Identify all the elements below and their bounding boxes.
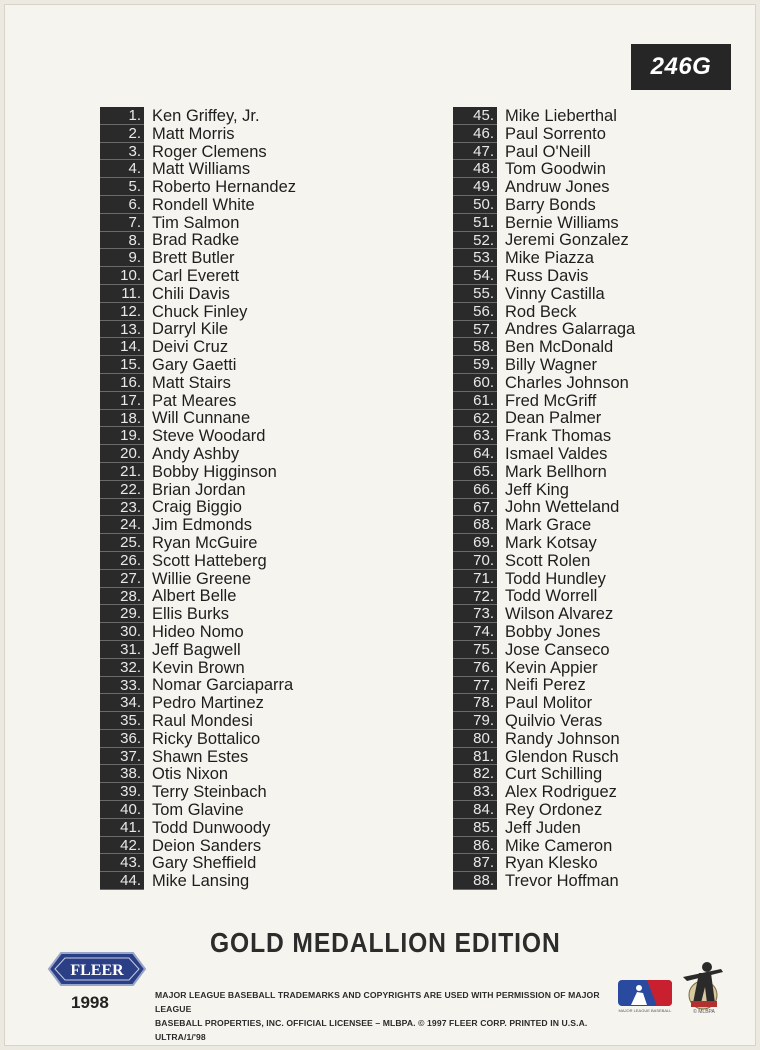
checklist-number: 32. [100, 659, 144, 677]
checklist-number: 44. [100, 872, 144, 890]
checklist-player-name: Jeff Bagwell [152, 640, 241, 659]
checklist-number: 2. [100, 125, 144, 143]
checklist-player-name: Chili Davis [152, 284, 230, 303]
checklist-player-name: Jose Canseco [505, 640, 610, 659]
checklist-number: 70. [453, 552, 497, 570]
checklist-player-name: Andruw Jones [505, 178, 610, 197]
checklist-player-name: Rey Ordonez [505, 800, 603, 819]
checklist-player-name: Ellis Burks [152, 605, 230, 624]
checklist-row [453, 249, 753, 267]
checklist-number: 76. [453, 659, 497, 677]
checklist-number: 80. [453, 730, 497, 748]
checklist-row [100, 588, 400, 606]
checklist-row [453, 659, 753, 677]
checklist-player-name: Raul Mondesi [152, 712, 253, 730]
checklist-player-name: Kevin Appier [505, 658, 598, 677]
checklist-row [100, 712, 400, 730]
checklist-row [453, 196, 753, 214]
checklist-row [100, 623, 400, 641]
checklist-player-name: Terry Steinbach [152, 783, 267, 802]
checklist-row [100, 801, 400, 819]
checklist-row [453, 605, 753, 623]
checklist-number: 64. [453, 445, 497, 463]
checklist-row [453, 427, 753, 445]
checklist-number: 47. [453, 143, 497, 161]
checklist-player-name: Trevor Hoffman [505, 872, 619, 891]
checklist-number: 13. [100, 321, 144, 339]
checklist-row [453, 107, 753, 125]
checklist-player-name: Bobby Higginson [152, 462, 277, 481]
checklist-player-name: Barry Bonds [505, 195, 596, 214]
checklist-row [100, 392, 400, 410]
checklist-player-name: Dean Palmer [505, 409, 602, 428]
checklist-row [100, 659, 400, 677]
checklist-number: 59. [453, 356, 497, 374]
checklist-row [453, 267, 753, 285]
checklist-player-name: Paul Molitor [505, 694, 593, 713]
checklist-number: 84. [453, 801, 497, 819]
checklist-number: 71. [453, 570, 497, 588]
checklist-player-name: Gary Sheffield [152, 854, 257, 873]
checklist-player-name: Chuck Finley [152, 302, 248, 321]
checklist-player-name: Hideo Nomo [152, 623, 244, 642]
checklist-row [453, 481, 753, 499]
fleer-logo-icon [47, 949, 147, 989]
checklist-player-name: Russ Davis [505, 267, 589, 286]
checklist-row [453, 712, 753, 730]
checklist-number: 82. [453, 765, 497, 783]
checklist-row [453, 516, 753, 534]
card-year: 1998 [71, 993, 109, 1012]
checklist-number: 20. [100, 445, 144, 463]
checklist-player-name: Todd Dunwoody [152, 818, 271, 837]
checklist-number: 21. [100, 463, 144, 481]
checklist-row [453, 178, 753, 196]
checklist-row [453, 534, 753, 552]
checklist-number: 5. [100, 178, 144, 196]
checklist-player-name: Frank Thomas [505, 427, 612, 446]
checklist-player-name: Shawn Estes [152, 747, 249, 766]
checklist-number: 77. [453, 677, 497, 695]
checklist-player-name: Jeff Juden [505, 818, 581, 837]
checklist-number: 41. [100, 819, 144, 837]
checklist-row [453, 232, 753, 250]
checklist-row [453, 694, 753, 712]
checklist-number: 83. [453, 783, 497, 801]
checklist-player-name: Matt Williams [152, 160, 251, 179]
mlbpa-logo-text: © MLBPA [693, 1009, 715, 1015]
checklist-player-name: Matt Stairs [152, 373, 231, 392]
mlb-logo-text: MAJOR LEAGUE BASEBALL [618, 1008, 672, 1013]
checklist-number: 45. [453, 107, 497, 125]
checklist-number: 9. [100, 249, 144, 267]
checklist-row [100, 303, 400, 321]
checklist-player-name: Scott Rolen [505, 551, 591, 570]
checklist-row [100, 160, 400, 178]
checklist-number: 16. [100, 374, 144, 392]
checklist-number: 67. [453, 499, 497, 517]
checklist-row [453, 143, 753, 161]
checklist-number: 29. [100, 605, 144, 623]
checklist-player-name: Roger Clemens [152, 142, 267, 161]
checklist-number: 24. [100, 516, 144, 534]
checklist-number: 37. [100, 748, 144, 766]
checklist-number: 38. [100, 765, 144, 783]
checklist-player-name: Mark Kotsay [505, 534, 597, 553]
checklist-player-name: Will Cunnane [152, 409, 251, 428]
checklist-row [100, 463, 400, 481]
checklist-player-name: Pedro Martinez [152, 694, 264, 713]
checklist-number: 79. [453, 712, 497, 730]
checklist-player-name: Neifi Perez [505, 676, 586, 695]
checklist-row [100, 232, 400, 250]
checklist-row [453, 303, 753, 321]
checklist-row [453, 783, 753, 801]
checklist-number: 30. [100, 623, 144, 641]
checklist-player-name: Rondell White [152, 195, 255, 214]
checklist-player-name: Willie Greene [152, 569, 252, 588]
checklist-player-name: Charles Johnson [505, 373, 629, 392]
checklist-row [100, 552, 400, 570]
checklist-player-name: Pat Meares [152, 391, 237, 410]
checklist-player-name: Roberto Hernandez [152, 178, 297, 197]
checklist-number: 55. [453, 285, 497, 303]
checklist-player-name: Tim Salmon [152, 213, 240, 232]
checklist-player-name: Mark Grace [505, 516, 592, 535]
checklist-number: 18. [100, 410, 144, 428]
checklist-number: 72. [453, 588, 497, 606]
checklist-row [100, 410, 400, 428]
legal-line-1: MAJOR LEAGUE BASEBALL TRADEMARKS AND COPYRIGHTS ARE USED WITH PERMISSION OF MAJOR LEAGUE [155, 990, 600, 1014]
checklist-number: 81. [453, 748, 497, 766]
checklist-row [453, 819, 753, 837]
checklist-row [453, 463, 753, 481]
checklist-number: 61. [453, 392, 497, 410]
checklist-player-name: Brad Radke [152, 231, 240, 250]
checklist-number: 86. [453, 837, 497, 855]
checklist-number: 74. [453, 623, 497, 641]
checklist-row [100, 196, 400, 214]
checklist-row [100, 872, 400, 890]
checklist-row [100, 481, 400, 499]
checklist-number: 31. [100, 641, 144, 659]
checklist-row [100, 677, 400, 695]
checklist-player-name: Albert Belle [152, 587, 237, 606]
checklist-player-name: Mark Bellhorn [505, 462, 607, 481]
checklist-player-name: Rod Beck [505, 302, 577, 321]
checklist-player-name: Craig Biggio [152, 498, 242, 517]
checklist-number: 34. [100, 694, 144, 712]
checklist-row [453, 641, 753, 659]
checklist-player-name: Mike Cameron [505, 836, 613, 855]
legal-notice [155, 988, 610, 1044]
checklist-row [100, 214, 400, 232]
checklist-row [453, 765, 753, 783]
checklist-row [453, 374, 753, 392]
card-number-badge: 246G [631, 44, 731, 90]
checklist-row [100, 837, 400, 855]
checklist-number: 53. [453, 249, 497, 267]
checklist-player-name: Steve Woodard [152, 427, 266, 446]
checklist-number: 14. [100, 338, 144, 356]
checklist-number: 40. [100, 801, 144, 819]
checklist-number: 62. [453, 410, 497, 428]
checklist-number: 17. [100, 392, 144, 410]
checklist-number: 57. [453, 321, 497, 339]
checklist-row [100, 143, 400, 161]
checklist-row [100, 783, 400, 801]
checklist-row [100, 374, 400, 392]
checklist-row [453, 588, 753, 606]
checklist-row [453, 730, 753, 748]
checklist-row [100, 178, 400, 196]
checklist-number: 11. [100, 285, 144, 303]
checklist-player-name: Brian Jordan [152, 480, 246, 499]
checklist-row [100, 499, 400, 517]
checklist-number: 6. [100, 196, 144, 214]
checklist-number: 63. [453, 427, 497, 445]
checklist-number: 15. [100, 356, 144, 374]
checklist-player-name: Andres Galarraga [505, 320, 636, 339]
checklist-row [100, 694, 400, 712]
checklist-player-name: Randy Johnson [505, 729, 620, 748]
checklist-row [100, 605, 400, 623]
checklist-number: 46. [453, 125, 497, 143]
checklist-player-name: Brett Butler [152, 249, 235, 268]
checklist-number: 26. [100, 552, 144, 570]
checklist-number: 56. [453, 303, 497, 321]
checklist-player-name: Ken Griffey, Jr. [152, 106, 260, 125]
checklist-row [453, 623, 753, 641]
checklist-number: 66. [453, 481, 497, 499]
checklist-row [453, 392, 753, 410]
checklist-number: 85. [453, 819, 497, 837]
checklist-number: 25. [100, 534, 144, 552]
checklist-row [100, 765, 400, 783]
checklist-row [100, 267, 400, 285]
mlbpa-logo-icon [677, 957, 729, 1015]
checklist-player-name: Alex Rodriguez [505, 783, 617, 802]
checklist-row [100, 445, 400, 463]
checklist-row [100, 570, 400, 588]
checklist-player-name: Paul Sorrento [505, 124, 606, 143]
checklist-player-name: Carl Everett [152, 267, 240, 286]
checklist-player-name: Vinny Castilla [505, 284, 605, 303]
checklist-number: 54. [453, 267, 497, 285]
checklist-number: 75. [453, 641, 497, 659]
checklist-number: 33. [100, 677, 144, 695]
checklist-row [453, 410, 753, 428]
checklist-row [100, 748, 400, 766]
checklist-player-name: Ryan McGuire [152, 534, 258, 553]
checklist-row [453, 872, 753, 890]
checklist-player-name: Mike Piazza [505, 249, 594, 268]
checklist-number: 87. [453, 854, 497, 872]
checklist-player-name: Kevin Brown [152, 658, 245, 677]
checklist-row [453, 499, 753, 517]
checklist-number: 36. [100, 730, 144, 748]
checklist-player-name: Fred McGriff [505, 391, 597, 410]
edition-title: GOLD MEDALLION EDITION [210, 927, 561, 958]
checklist-number: 48. [453, 160, 497, 178]
checklist-player-name: Tom Goodwin [505, 160, 606, 179]
checklist-player-name: Bobby Jones [505, 623, 601, 642]
checklist-player-name: Billy Wagner [505, 356, 597, 375]
checklist-row [100, 427, 400, 445]
checklist-number: 12. [100, 303, 144, 321]
checklist-row [100, 730, 400, 748]
checklist-number: 88. [453, 872, 497, 890]
checklist-player-name: Deion Sanders [152, 836, 262, 855]
checklist-number: 42. [100, 837, 144, 855]
checklist-left-column [100, 107, 400, 890]
trading-card-back [4, 4, 756, 1046]
checklist-number: 51. [453, 214, 497, 232]
checklist-player-name: Scott Hatteberg [152, 551, 267, 570]
checklist-row [100, 125, 400, 143]
checklist-row [100, 819, 400, 837]
checklist-player-name: Paul O'Neill [505, 142, 591, 161]
checklist-player-name: Bernie Williams [505, 213, 619, 232]
checklist-player-name: Deivi Cruz [152, 338, 229, 357]
checklist-player-name: Ricky Bottalico [152, 729, 261, 748]
checklist-player-name: Ben McDonald [505, 338, 614, 357]
checklist-row [453, 338, 753, 356]
checklist-row [100, 107, 400, 125]
checklist-row [453, 356, 753, 374]
checklist-number: 58. [453, 338, 497, 356]
checklist-player-name: Quilvio Veras [505, 712, 603, 730]
checklist-number: 39. [100, 783, 144, 801]
checklist-player-name: Ryan Klesko [505, 854, 598, 873]
checklist-player-name: Jeff King [505, 480, 569, 499]
checklist-number: 78. [453, 694, 497, 712]
checklist-player-name: Darryl Kile [152, 320, 229, 339]
checklist-row [100, 338, 400, 356]
checklist-row [100, 516, 400, 534]
checklist-player-name: Tom Glavine [152, 800, 244, 819]
checklist-row [100, 249, 400, 267]
checklist-row [453, 677, 753, 695]
checklist-number: 35. [100, 712, 144, 730]
checklist-number: 49. [453, 178, 497, 196]
checklist-number: 10. [100, 267, 144, 285]
checklist-row [453, 125, 753, 143]
checklist-player-name: Gary Gaetti [152, 356, 237, 375]
checklist-player-name: Otis Nixon [152, 765, 229, 784]
checklist-row [100, 321, 400, 339]
checklist-number: 65. [453, 463, 497, 481]
checklist-number: 22. [100, 481, 144, 499]
legal-line-2: BASEBALL PROPERTIES, INC. OFFICIAL LICENSEE – MLBPA. © 1997 FLEER CORP. PRINTED IN U.S.A. ULTRA/1/'98 [155, 1018, 588, 1042]
checklist-number: 50. [453, 196, 497, 214]
checklist-row [453, 445, 753, 463]
checklist-row [453, 321, 753, 339]
checklist-player-name: Ismael Valdes [505, 445, 608, 464]
checklist-row [100, 356, 400, 374]
checklist-number: 43. [100, 854, 144, 872]
checklist-number: 8. [100, 232, 144, 250]
checklist-row [100, 285, 400, 303]
checklist-row [100, 854, 400, 872]
checklist-row [453, 570, 753, 588]
checklist-player-name: Todd Hundley [505, 569, 606, 588]
checklist-player-name: Mike Lieberthal [505, 106, 617, 125]
checklist-row [453, 552, 753, 570]
checklist-player-name: John Wetteland [505, 498, 620, 517]
checklist-player-name: Wilson Alvarez [505, 605, 614, 624]
checklist-row [453, 160, 753, 178]
checklist-number: 60. [453, 374, 497, 392]
checklist-row [453, 285, 753, 303]
checklist-player-name: Glendon Rusch [505, 747, 619, 766]
checklist-row [100, 641, 400, 659]
checklist-player-name: Todd Worrell [505, 587, 598, 606]
checklist-player-name: Mike Lansing [152, 872, 250, 891]
checklist-player-name: Matt Morris [152, 124, 235, 143]
checklist-row [453, 837, 753, 855]
checklist-number: 1. [100, 107, 144, 125]
checklist-row [453, 801, 753, 819]
checklist-player-name: Jeremi Gonzalez [505, 231, 629, 250]
checklist-row [453, 854, 753, 872]
checklist-player-name: Andy Ashby [152, 445, 240, 464]
checklist-row [453, 748, 753, 766]
checklist-number: 52. [453, 232, 497, 250]
checklist-number: 4. [100, 160, 144, 178]
checklist-row [453, 214, 753, 232]
checklist-player-name: Jim Edmonds [152, 516, 252, 535]
mlb-logo-icon [617, 979, 673, 1013]
checklist-row [100, 534, 400, 552]
checklist-number: 19. [100, 427, 144, 445]
checklist-right-column [453, 107, 753, 890]
checklist-player-name: Curt Schilling [505, 765, 603, 784]
checklist-player-name: Nomar Garciaparra [152, 676, 294, 695]
checklist-number: 68. [453, 516, 497, 534]
fleer-logo-text: FLEER [70, 962, 124, 979]
checklist-number: 23. [100, 499, 144, 517]
checklist-number: 69. [453, 534, 497, 552]
checklist-number: 7. [100, 214, 144, 232]
checklist-number: 28. [100, 588, 144, 606]
checklist-number: 27. [100, 570, 144, 588]
checklist-number: 73. [453, 605, 497, 623]
checklist-number: 3. [100, 143, 144, 161]
